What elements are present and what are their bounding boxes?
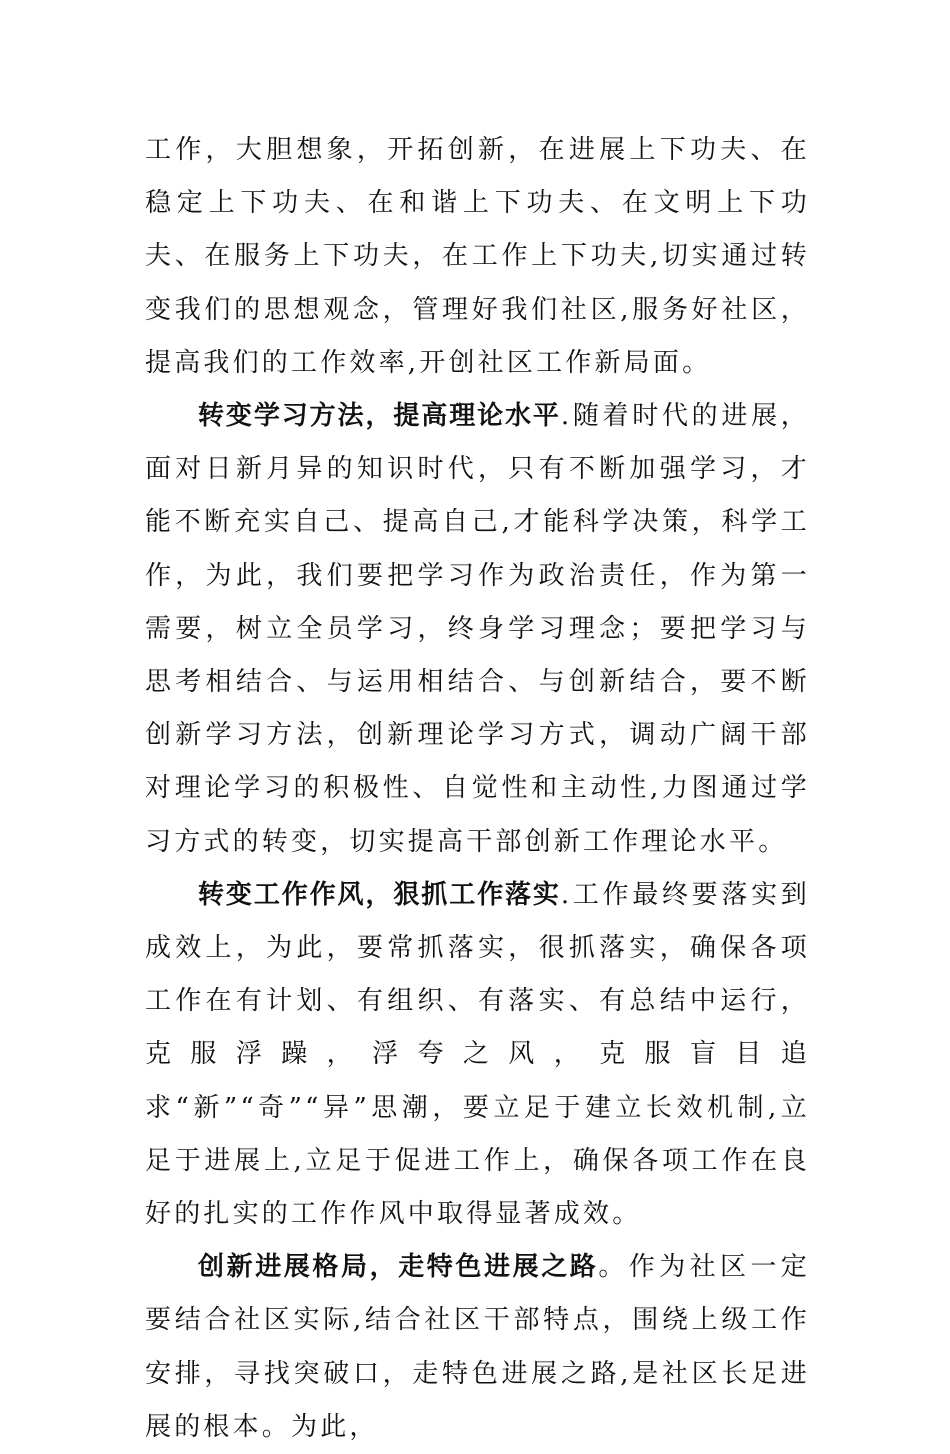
paragraph-text: 工作，大胆想象，开拓创新，在进展上下功夫、在稳定上下功夫、在和谐上下功夫、在文明上下功夫、在服务上下功夫，在工作上下功夫,切实通过转变我们的思想观念，管理好我们社区,服务好社区，提高我们的工作效率,开创社区工作新局面。 xyxy=(145,135,810,378)
paragraph-continuation xyxy=(145,124,810,390)
paragraph-text: 。作为社区一定要结合社区实际,结合社区干部特点，围绕上级工作安排，寻找突破口，走特色进展之路,是社区长足进展的根本。为此， xyxy=(145,1252,810,1442)
paragraph-text: .随着时代的进展，面对日新月异的知识时代，只有不断加强学习，才能不断充实自己、提高自己,才能科学决策，科学工作，为此，我们要把学习作为政治责任，作为第一需要，树立全员学习，终身学习理念；要把学习与思考相结合、与运用相结合、与创新结合，要不断创新学习方法，创新理论学习方式，调动广阔干部对理论学习的积极性、自觉性和主动性,力图通过学习方式的转变，切实提高干部创新工作理论水平。 xyxy=(145,401,810,857)
paragraph-work-style xyxy=(145,869,810,1241)
paragraph-heading: 转变工作作风，狠抓工作落实 xyxy=(198,879,561,910)
paragraph-study-methods xyxy=(145,390,810,869)
paragraph-heading: 转变学习方法，提高理论水平 xyxy=(198,401,561,432)
paragraph-development-pattern xyxy=(145,1241,810,1454)
paragraph-heading: 创新进展格局，走特色进展之路 xyxy=(198,1252,599,1283)
document-body xyxy=(145,124,810,1454)
paragraph-text: .工作最终要落实到成效上，为此，要常抓落实，很抓落实，确保各项工作在有计划、有组织、有落实、有总结中运行，克服浮躁，浮夸之风，克服盲目追求“新”“奇”“异”思潮，要立足于建立长效机制,立足于进展上,立足于促进工作上，确保各项工作在良好的扎实的工作作风中取得显著成效。 xyxy=(145,879,810,1230)
